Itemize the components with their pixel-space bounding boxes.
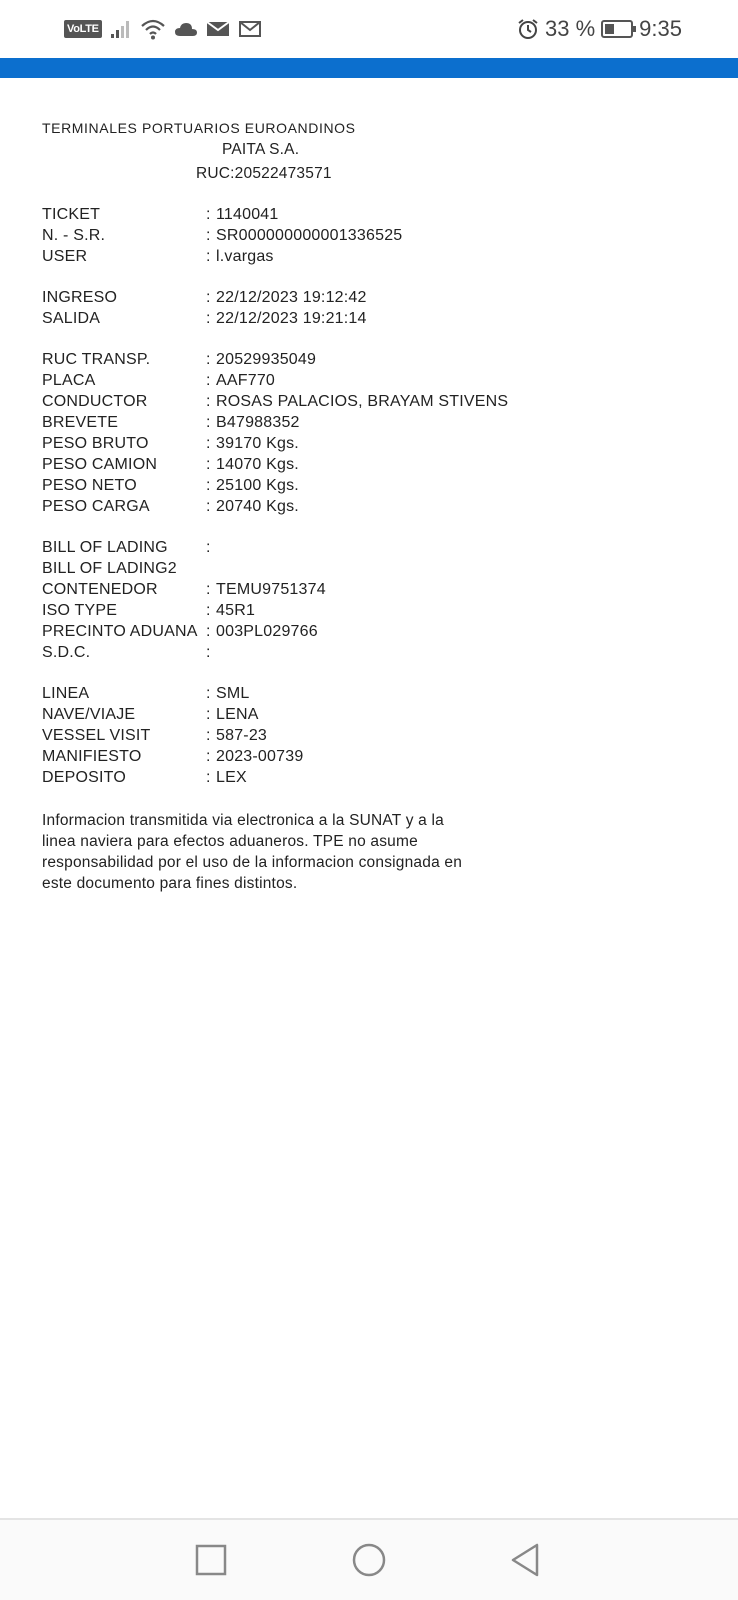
field-value: 2023-00739 — [216, 748, 304, 765]
field-separator: : — [206, 206, 211, 223]
field-separator: : — [206, 602, 211, 619]
status-right — [517, 16, 682, 42]
field-row — [42, 579, 702, 600]
field-value: 587-23 — [216, 727, 268, 744]
field-value: SR000000000001336525 — [216, 227, 403, 244]
field-value: 14070 Kgs. — [216, 456, 299, 473]
field-row — [42, 475, 702, 496]
field-value: 1140041 — [216, 206, 279, 223]
field-label: PESO CARGA — [42, 498, 150, 515]
volte-icon: VoLTE — [64, 20, 102, 38]
alarm-icon — [517, 18, 539, 40]
field-row — [42, 454, 702, 475]
field-value: 20529935049 — [216, 351, 317, 368]
field-value: LENA — [216, 706, 259, 723]
field-row — [42, 225, 702, 246]
ticket-fields — [42, 204, 702, 788]
field-label: NAVE/VIAJE — [42, 706, 136, 723]
field-label: PRECINTO ADUANA — [42, 623, 198, 640]
field-row — [42, 725, 702, 746]
field-separator: : — [206, 623, 211, 640]
field-separator: : — [206, 769, 211, 786]
field-value: 003PL029766 — [216, 623, 318, 640]
field-label: PESO CAMION — [42, 456, 158, 473]
field-row — [42, 558, 702, 579]
field-separator: : — [206, 248, 211, 265]
navigation-bar — [0, 1518, 738, 1600]
field-row — [42, 746, 702, 767]
status-left — [64, 18, 262, 40]
field-row — [42, 600, 702, 621]
field-row — [42, 704, 702, 725]
field-separator: : — [206, 310, 211, 327]
battery-icon — [601, 20, 633, 38]
field-group — [42, 204, 702, 267]
field-separator: : — [206, 644, 211, 661]
field-row — [42, 767, 702, 788]
field-row — [42, 370, 702, 391]
wifi-icon — [140, 18, 166, 40]
field-row — [42, 349, 702, 370]
field-label: SALIDA — [42, 310, 101, 327]
field-label: PESO NETO — [42, 477, 137, 494]
field-label: LINEA — [42, 685, 90, 702]
field-value: B47988352 — [216, 414, 300, 431]
field-value: ROSAS PALACIOS, BRAYAM STIVENS — [216, 393, 509, 410]
company-name: TERMINALES PORTUARIOS EUROANDINOS — [42, 120, 356, 136]
field-separator: : — [206, 706, 211, 723]
field-separator: : — [206, 372, 211, 389]
field-separator: : — [206, 581, 211, 598]
cloud-icon — [174, 20, 198, 38]
field-row — [42, 204, 702, 225]
field-label: PESO BRUTO — [42, 435, 149, 452]
back-icon[interactable] — [506, 1540, 546, 1580]
field-row — [42, 246, 702, 267]
field-value: 22/12/2023 19:21:14 — [216, 310, 367, 327]
signal-icon — [110, 19, 132, 39]
field-row — [42, 683, 702, 704]
field-group — [42, 287, 702, 329]
field-row — [42, 496, 702, 517]
recent-apps-icon[interactable] — [191, 1540, 231, 1580]
field-label: RUC TRANSP. — [42, 351, 151, 368]
field-row — [42, 642, 702, 663]
field-label: TICKET — [42, 206, 101, 223]
field-separator: : — [206, 393, 211, 410]
field-label: VESSEL VISIT — [42, 727, 151, 744]
field-separator: : — [206, 456, 211, 473]
field-label: BILL OF LADING — [42, 539, 168, 556]
field-value: 45R1 — [216, 602, 256, 619]
field-separator: : — [206, 539, 211, 556]
field-separator: : — [206, 414, 211, 431]
field-value: l.vargas — [216, 248, 274, 265]
field-value: 39170 Kgs. — [216, 435, 299, 452]
field-label: CONDUCTOR — [42, 393, 148, 410]
field-label: ISO TYPE — [42, 602, 118, 619]
field-row — [42, 433, 702, 454]
field-label: INGRESO — [42, 289, 118, 306]
field-value: TEMU9751374 — [216, 581, 326, 598]
disclaimer-note: Informacion transmitida via electronica a la SUNAT y a la linea naviera para efectos aduaneros. TPE no asume responsabilidad por el uso de la informacion consignada en este documento para fines distintos. — [42, 812, 463, 892]
field-value: 20740 Kgs. — [216, 498, 299, 515]
field-value: SML — [216, 685, 250, 702]
mail-icon — [206, 20, 230, 38]
field-label: S.D.C. — [42, 644, 91, 661]
field-separator: : — [206, 351, 211, 368]
field-label: CONTENEDOR — [42, 581, 158, 598]
field-value: LEX — [216, 769, 247, 786]
field-group — [42, 349, 702, 517]
field-separator: : — [206, 727, 211, 744]
field-row — [42, 308, 702, 329]
battery-percent: 33 % — [545, 16, 596, 41]
field-group — [42, 683, 702, 788]
field-value: AAF770 — [216, 372, 276, 389]
field-label: MANIFIESTO — [42, 748, 142, 765]
clock: 9:35 — [639, 16, 682, 41]
field-separator: : — [206, 685, 211, 702]
field-label: DEPOSITO — [42, 769, 126, 786]
company-name-line2: PAITA S.A. — [222, 141, 300, 158]
field-separator: : — [206, 748, 211, 765]
status-bar — [0, 0, 738, 58]
field-label: BREVETE — [42, 414, 119, 431]
field-separator: : — [206, 435, 211, 452]
gmail-icon — [238, 20, 262, 38]
field-label: USER — [42, 248, 88, 265]
field-separator: : — [206, 498, 211, 515]
field-separator: : — [206, 227, 211, 244]
field-row — [42, 621, 702, 642]
app-top-bar — [0, 58, 738, 78]
field-row — [42, 287, 702, 308]
field-separator: : — [206, 289, 211, 306]
field-label: N. - S.R. — [42, 227, 106, 244]
field-group — [42, 537, 702, 663]
field-label: BILL OF LADING2 — [42, 560, 177, 577]
field-row — [42, 391, 702, 412]
company-ruc: RUC:20522473571 — [196, 165, 332, 182]
field-label: PLACA — [42, 372, 96, 389]
field-separator: : — [206, 477, 211, 494]
field-row — [42, 412, 702, 433]
home-icon[interactable] — [349, 1540, 389, 1580]
field-value: 22/12/2023 19:12:42 — [216, 289, 367, 306]
ticket-document — [42, 118, 702, 894]
field-value: 25100 Kgs. — [216, 477, 299, 494]
field-row — [42, 537, 702, 558]
